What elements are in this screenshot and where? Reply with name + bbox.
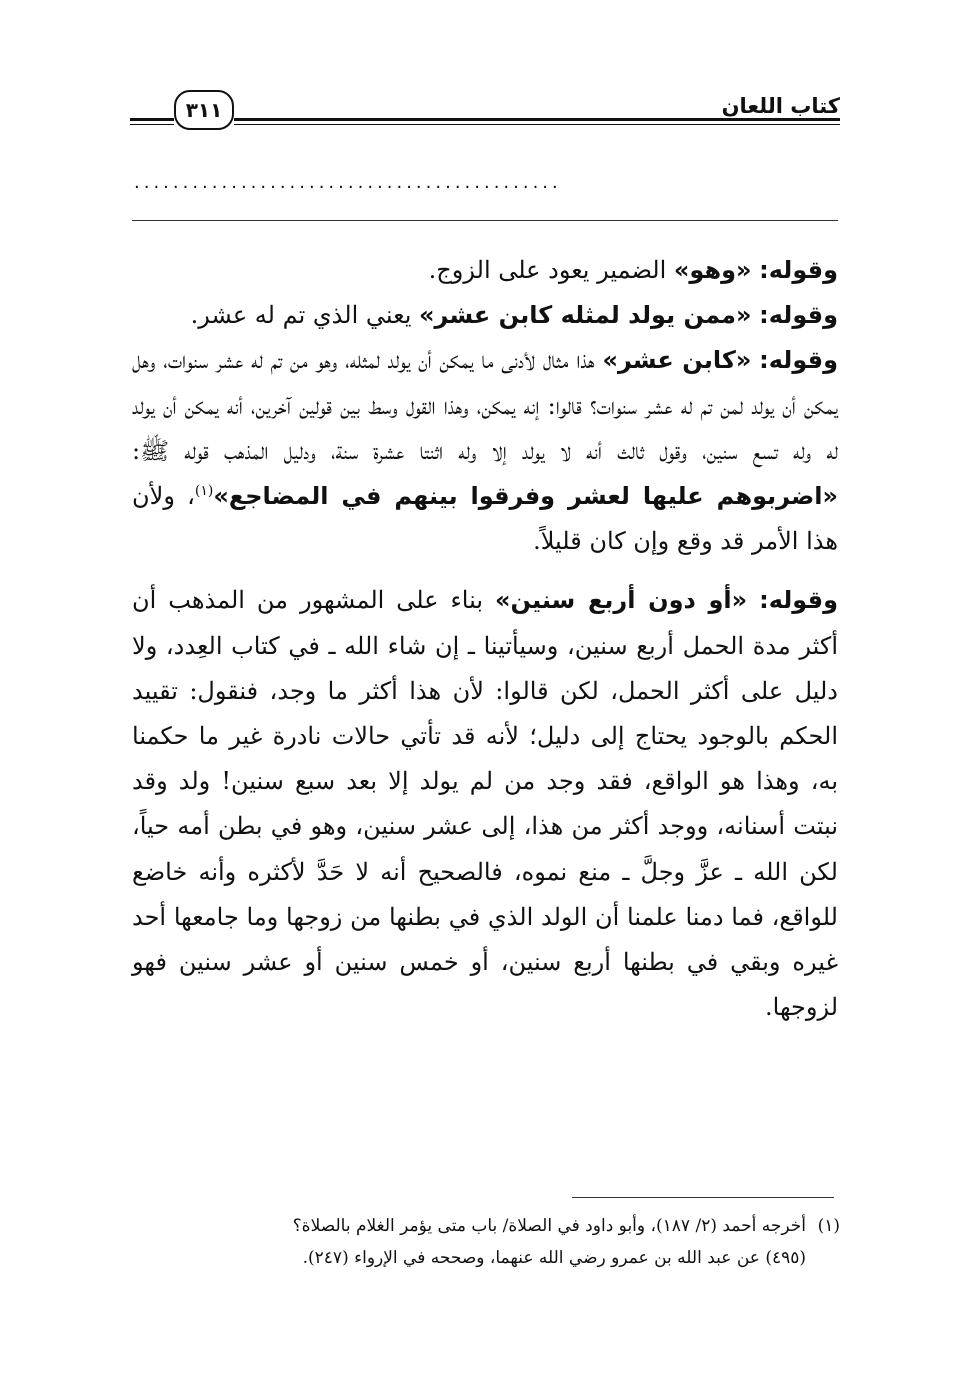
- footnote-line-2: (٤٩٥) عن عبد الله بن عمرو رضي الله عنهما، وصححه في الإرواء (٢٤٧).: [302, 1248, 806, 1268]
- page-header: [130, 88, 840, 138]
- header-rule-left-thin: [130, 124, 174, 125]
- header-rule-right-thin: [234, 124, 840, 125]
- footnote-text-1: أخرجه أحمد (٢/ ١٨٧)، وأبو داود في الصلاة/ باب متى يؤمر الغلام بالصلاة؟: [292, 1216, 806, 1236]
- header-rule-left: [130, 118, 174, 121]
- paragraph-text-end: ، ولأن هذا الأمر قد وقع وإن كان قليلاً.: [132, 482, 838, 556]
- paragraph-3: [132, 338, 838, 564]
- quoted-term: «ممن يولد لمثله كابن عشر»: [419, 301, 752, 330]
- footnote-line-1: [150, 1210, 840, 1242]
- content-separator: [132, 220, 838, 221]
- hadith-quote: «اضربوهم عليها لعشر وفرقوا بينهم في المضاجع»: [213, 482, 839, 511]
- page-number: ٣١١: [185, 98, 223, 122]
- page-number-frame: [174, 90, 234, 130]
- paragraph-1: [132, 248, 838, 293]
- footnote-number: (١): [817, 1216, 840, 1236]
- dotted-separator: ............................................: [134, 176, 562, 190]
- paragraph-label: وقوله:: [759, 256, 838, 284]
- paragraph-text: يعني الذي تم له عشر.: [190, 301, 420, 330]
- paragraph-text: هذا مثال لأدنى ما يمكن أن يولد لمثله، وهو من تم له عشر سنوات، وهل يمكن أن يولد لمن تم له عشر سنوات؟ قالوا: إنه يمكن، وهذا القول وسط بين قولين آخرين، أنه يمكن أن يولد له وله تسع سنين، وقول ثالث أنه لا يولد إلا وله اثنتا عشرة سنة، ودليل المذهب قوله ﷺ:: [132, 346, 838, 465]
- paragraph-text: الضمير يعود على الزوج.: [428, 256, 674, 284]
- footnote: [150, 1210, 840, 1274]
- footnote-separator: [572, 1197, 834, 1198]
- header-rule-right: [234, 118, 840, 121]
- paragraph-label: وقوله:: [759, 301, 838, 330]
- main-text: [132, 248, 838, 1030]
- quoted-term: «كابن عشر»: [602, 346, 752, 375]
- paragraph-text: بناء على المشهور من المذهب أن أكثر مدة الحمل أربع سنين، وسيأتينا ـ إن شاء الله ـ في كتاب العِدد، ولا دليل على أكثر الحمل، لكن قالوا: لأن هذا أكثر ما وجد، فنقول: تقييد الحكم بالوجود يحتاج إلى دليل؛ لأنه قد تأتي حالات نادرة غير ما حكمنا به، وهذا هو الواقع، فقد وجد من لم يولد إلا بعد سبع سنين! ولد وقد نبتت أسنانه، ووجد أكثر من هذا، إلى عشر سنين، وهو في بطن أمه حياً، لكن الله ـ عزَّ وجلَّ ـ منع نموه، فالصحيح أنه لا حَدَّ لأكثره وأنه خاضع للواقع، فما دمنا علمنا أن الولد الذي في بطنها من زوجها وما جامعها أحد غيره وبقي في بطنها أربع سنين، أو خمس سنين أو عشر سنين فهو لزوجها.: [132, 586, 838, 1022]
- footnote-reference[interactable]: (١): [194, 483, 214, 500]
- paragraph-2: [132, 293, 838, 338]
- running-title: كتاب اللعان: [721, 94, 840, 118]
- paragraph-4: [132, 578, 838, 1030]
- paragraph-label: وقوله:: [759, 346, 838, 375]
- paragraph-label: وقوله:: [759, 586, 838, 615]
- quoted-term: «وهو»: [673, 256, 752, 284]
- quoted-term: «أو دون أربع سنين»: [494, 586, 748, 615]
